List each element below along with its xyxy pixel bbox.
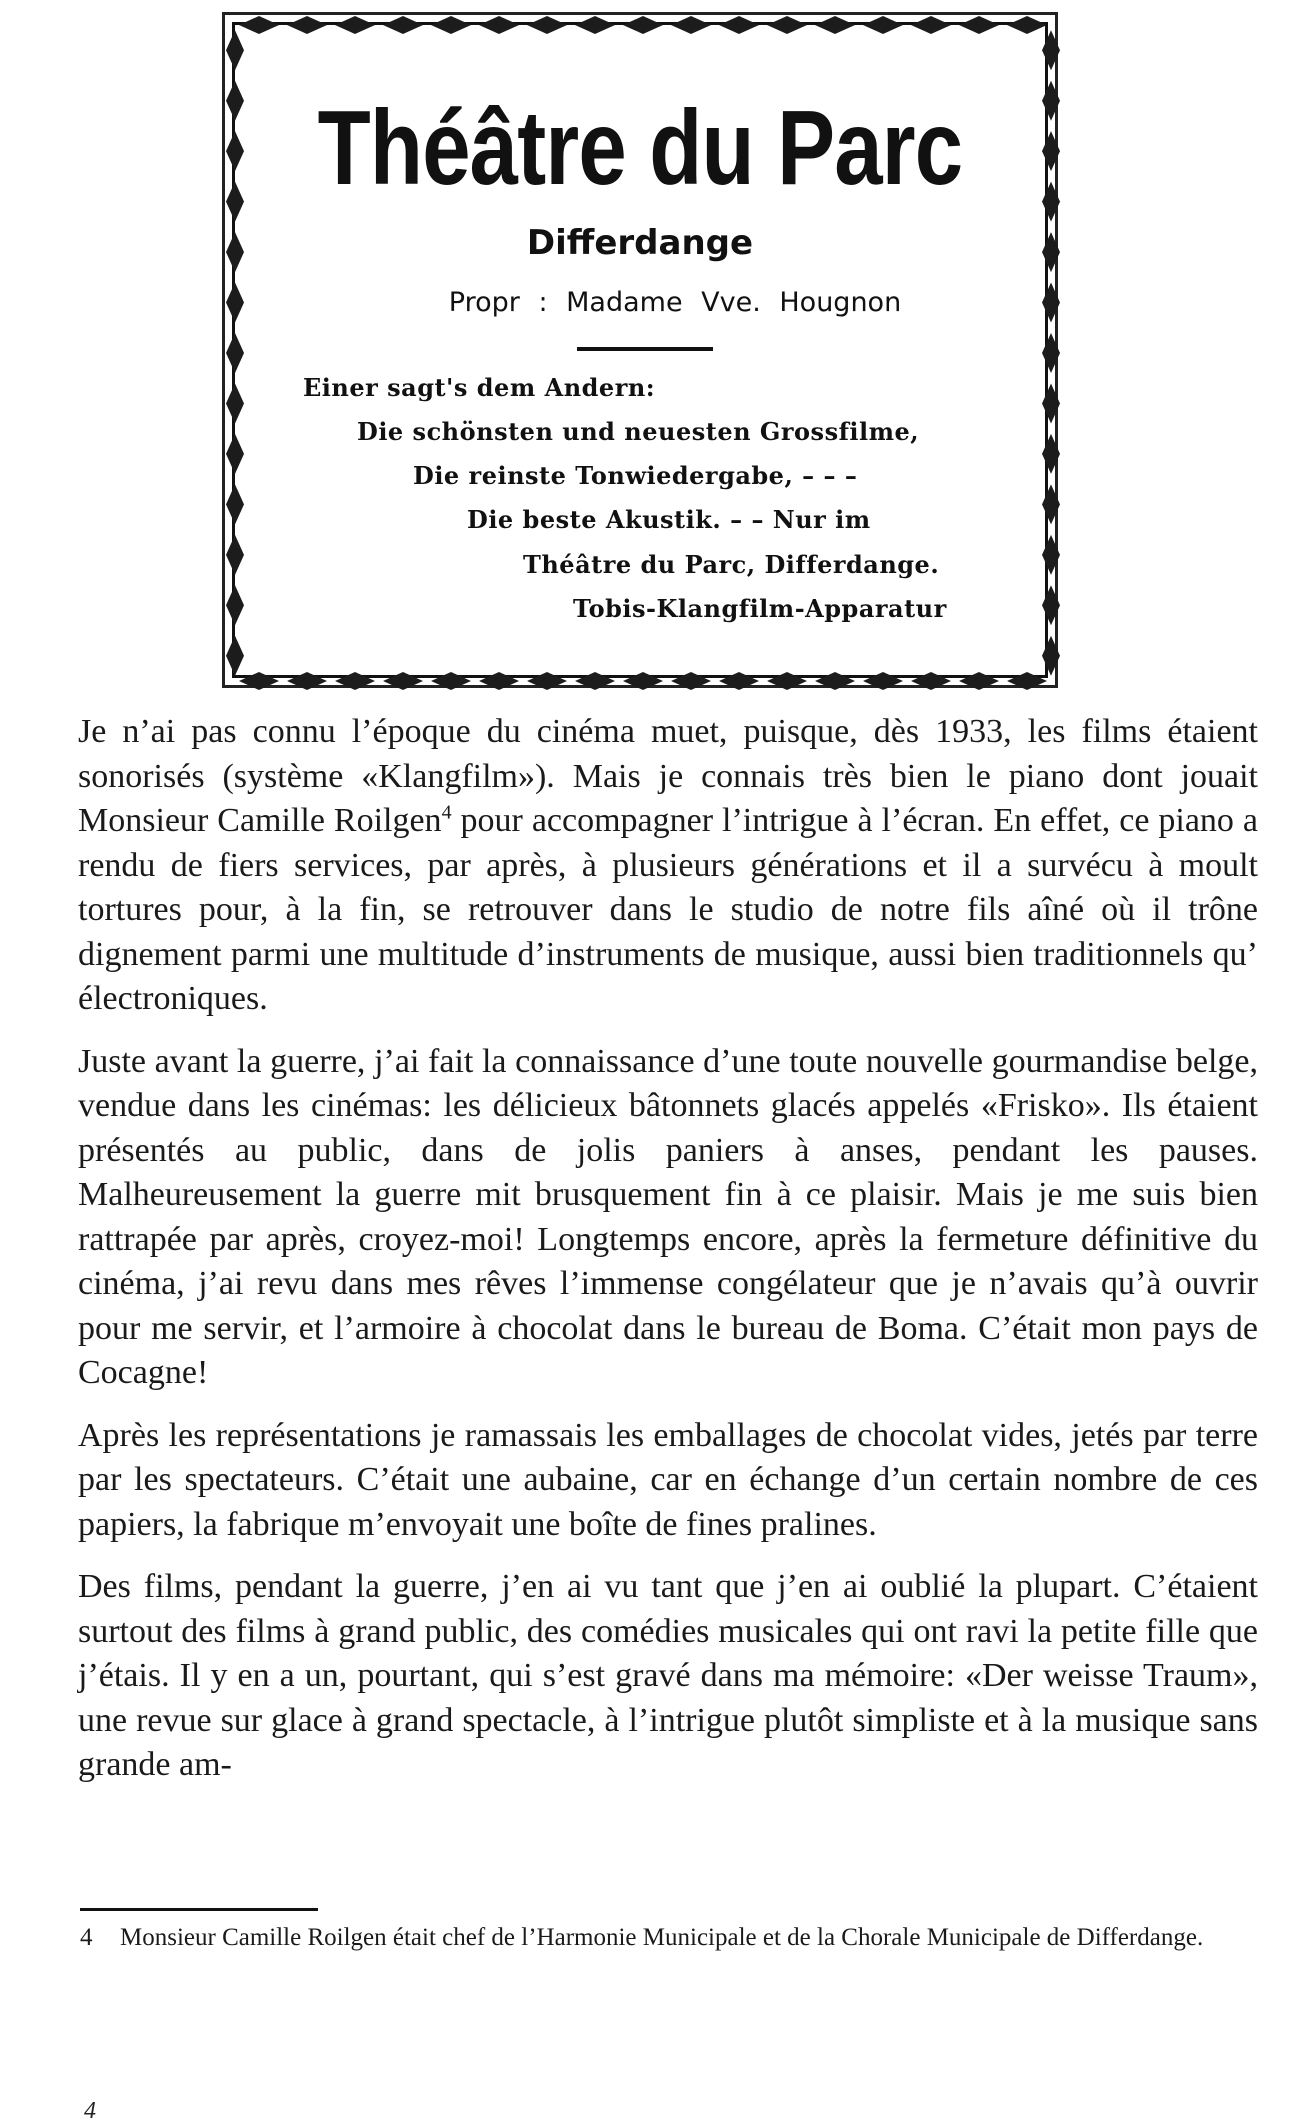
diamond-ornament bbox=[383, 672, 423, 690]
diamond-ornament bbox=[1042, 585, 1060, 625]
paragraph: Après les représentations je ramassais les emballages de chocolat vides, jetés par terre par les spectateurs. C’était une aubaine, car en échange d’un certain nombre de ces papiers, la fabrique m’envoyait une boîte de fines pralines. bbox=[78, 1416, 1258, 1543]
diamond-ornament bbox=[226, 535, 244, 575]
diamond-ornament bbox=[815, 672, 855, 690]
article-body bbox=[78, 710, 1258, 1806]
diamond-ornament bbox=[527, 16, 567, 34]
diamond-ornament bbox=[226, 434, 244, 474]
diamond-ornament bbox=[1042, 131, 1060, 171]
ad-line: Théâtre du Parc, Differdange. bbox=[523, 550, 940, 579]
diamond-ornament bbox=[767, 672, 807, 690]
paragraph-text: pour accompagner l’intrigue à l’écran. En effet, ce piano a rendu de fiers services, par après, à plusieurs générations et il a survécu à moult tortures pour, à la fin, se retrouver dans le studio de notre fils aîné où il trône dignement parmi une multitude d’instruments de musique, aussi bien traditionnels qu’ électroniques. bbox=[78, 802, 1258, 1017]
diamond-ornament bbox=[1042, 182, 1060, 222]
page-number: 4 bbox=[84, 2098, 96, 2124]
diamond-ornament bbox=[226, 484, 244, 524]
diamond-ornament bbox=[226, 585, 244, 625]
ad-line: Die reinste Tonwiedergabe, – – – bbox=[413, 461, 858, 490]
ad-line: Die beste Akustik. – – Nur im bbox=[467, 505, 871, 534]
diamond-ornament bbox=[623, 16, 663, 34]
diamond-ornament bbox=[719, 16, 759, 34]
diamond-ornament bbox=[671, 16, 711, 34]
diamond-ornament bbox=[239, 672, 279, 690]
diamond-ornament bbox=[1042, 636, 1060, 676]
diamond-ornament bbox=[863, 672, 903, 690]
diamond-ornament bbox=[226, 333, 244, 373]
diamond-ornament bbox=[575, 16, 615, 34]
diamond-ornament bbox=[671, 672, 711, 690]
ad-line: Tobis-Klangfilm-Apparatur bbox=[573, 594, 947, 623]
diamond-ornament bbox=[226, 182, 244, 222]
diamond-ornament bbox=[335, 16, 375, 34]
diamond-ornament bbox=[431, 16, 471, 34]
diamond-ornament bbox=[479, 672, 519, 690]
diamond-ornament bbox=[1042, 383, 1060, 423]
diamond-ornament bbox=[239, 16, 279, 34]
diamond-ornament bbox=[226, 131, 244, 171]
diamond-ornament bbox=[383, 16, 423, 34]
diamond-ornament bbox=[1042, 333, 1060, 373]
diamond-ornament bbox=[863, 16, 903, 34]
diamond-ornament bbox=[815, 16, 855, 34]
ad-title: Théâtre du Parc bbox=[317, 89, 963, 207]
paragraph: Juste avant la guerre, j’ai fait la connaissance d’une toute nouvelle gourmandise belge, vendue dans les cinémas: les délicieux bâtonnets glacés appelés «Frisko». Ils étaient présentés au public, dans de jolis paniers à anses, pendant les pauses. Malheureusement la guerre mit brusquement fin à ce plaisir. Mais je me suis bien rattrapée par après, croyez-moi! Longtemps encore, après la fermeture définitive du cinéma, j’ai revu dans mes rêves l’immense congélateur que je n’avais qu’à ouvrir pour me servir, et l’armoire à chocolat dans le bureau de Boma. C’était mon pays de Cocagne! bbox=[78, 1042, 1258, 1391]
paragraph: Des films, pendant la guerre, j’en ai vu tant que j’en ai oublié la plupart. C’étaient surtout des films à grand public, des comédies musicales qui ont ravi la petite fille que j’étais. Il y en a un, pourtant, qui s’est gravé dans ma mémoire: «Der weisse Traum», une revue sur glace à grand spectacle, à l’intrigue plutôt simpliste et à la musique sans grande am- bbox=[78, 1568, 1258, 1783]
diamond-ornament bbox=[287, 16, 327, 34]
diamond-ornament bbox=[226, 383, 244, 423]
ad-line: Einer sagt's dem Andern: bbox=[303, 373, 656, 402]
diamond-ornament bbox=[479, 16, 519, 34]
diamond-ornament bbox=[1042, 30, 1060, 70]
diamond-ornament bbox=[1042, 81, 1060, 121]
theatre-advertisement bbox=[232, 22, 1048, 678]
diamond-ornament bbox=[1007, 16, 1047, 34]
diamond-ornament bbox=[335, 672, 375, 690]
diamond-ornament bbox=[226, 81, 244, 121]
diamond-ornament bbox=[527, 672, 567, 690]
diamond-ornament bbox=[1042, 484, 1060, 524]
diamond-ornament bbox=[1042, 434, 1060, 474]
footnote-number: 4 bbox=[80, 1924, 93, 1951]
footnote-reference: 4 bbox=[441, 801, 452, 824]
diamond-ornament bbox=[226, 283, 244, 323]
diamond-ornament bbox=[431, 672, 471, 690]
diamond-ornament bbox=[719, 672, 759, 690]
diamond-ornament bbox=[623, 672, 663, 690]
diamond-ornament bbox=[911, 16, 951, 34]
ad-divider bbox=[577, 347, 713, 351]
diamond-ornament bbox=[226, 30, 244, 70]
diamond-ornament bbox=[226, 636, 244, 676]
ad-city: Differdange bbox=[526, 223, 754, 263]
diamond-ornament bbox=[959, 672, 999, 690]
footnote-text: Monsieur Camille Roilgen était chef de l’Harmonie Municipale et de la Chorale Municipale de Differdange. bbox=[120, 1924, 1204, 1951]
diamond-ornament bbox=[287, 672, 327, 690]
diamond-ornament bbox=[767, 16, 807, 34]
diamond-ornament bbox=[911, 672, 951, 690]
paragraph bbox=[78, 710, 1258, 1022]
diamond-ornament bbox=[959, 16, 999, 34]
diamond-ornament bbox=[1007, 672, 1047, 690]
diamond-ornament bbox=[575, 672, 615, 690]
paragraph-text: Je n’ai pas connu l’époque du cinéma muet, puisque, dès 1933, les films étaient sonorisés (système «Klangfilm»). Mais je connais très bien le piano dont jouait Monsieur Camille Roilgen bbox=[78, 713, 1258, 839]
ad-owner: Propr : Madame Vve. Hougnon bbox=[448, 287, 902, 318]
diamond-ornament bbox=[1042, 535, 1060, 575]
ad-line: Die schönsten und neuesten Grossfilme, bbox=[357, 417, 920, 446]
footnote-divider bbox=[80, 1908, 318, 1911]
